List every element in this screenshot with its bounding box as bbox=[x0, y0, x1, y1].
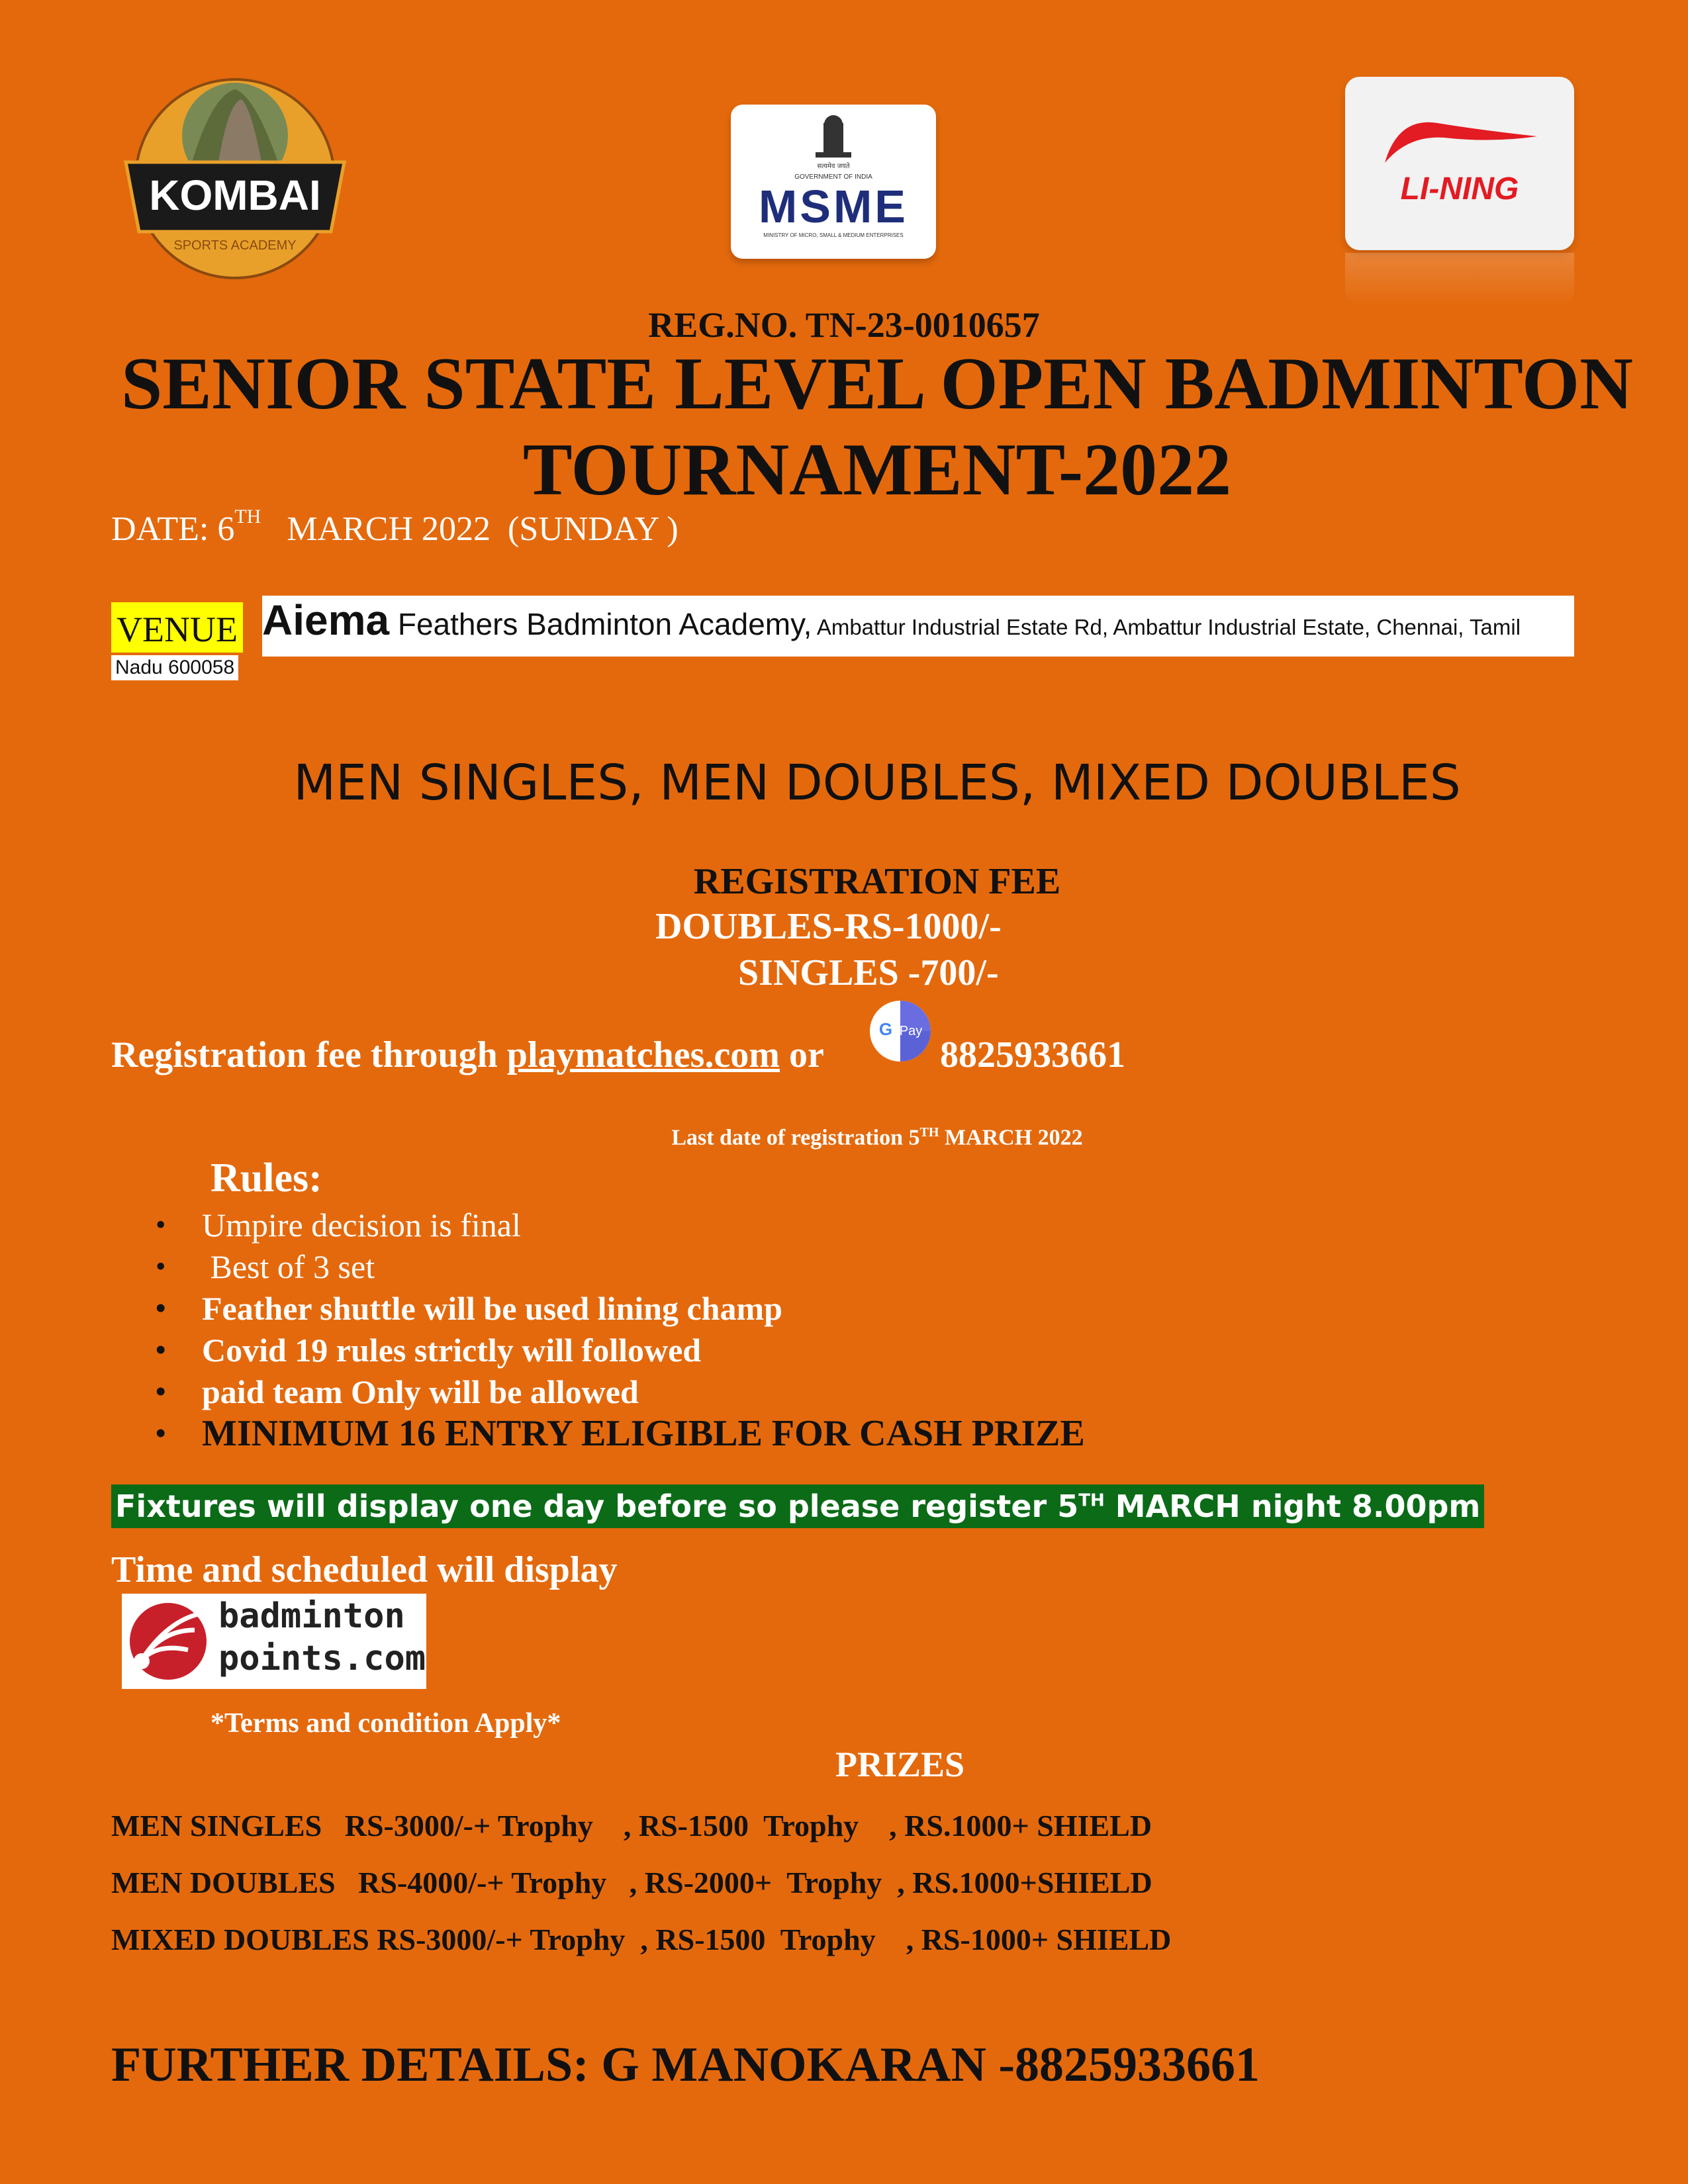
badminton-points-text: badminton bbox=[218, 1596, 405, 1636]
msme-logo bbox=[731, 105, 936, 259]
further-details: FURTHER DETAILS: G MANOKARAN -8825933661 bbox=[111, 2038, 1260, 2092]
fee-doubles: DOUBLES-RS-1000/- bbox=[655, 906, 1002, 947]
fee-singles: SINGLES -700/- bbox=[738, 952, 999, 993]
rule-item: • Best of 3 set bbox=[149, 1246, 1085, 1288]
venue-address-line2: Nadu 600058 bbox=[111, 655, 238, 680]
fixtures-notice: Fixtures will display one day before so please register 5TH MARCH night 8.00pm bbox=[111, 1484, 1484, 1528]
rules-heading: Rules: bbox=[211, 1156, 322, 1201]
terms-note: *Terms and condition Apply* bbox=[211, 1708, 561, 1739]
svg-text:G: G bbox=[878, 1019, 893, 1039]
rules-list bbox=[149, 1205, 1085, 1455]
kombai-logo-subtext: SPORTS ACADEMY bbox=[173, 238, 297, 253]
prize-row: MEN DOUBLES RS-4000/-+ Trophy , RS-2000+ Trophy , RS.1000+SHIELD bbox=[111, 1866, 1152, 1899]
lining-swoosh-icon bbox=[1385, 122, 1537, 163]
msme-logo-text: MSME bbox=[759, 181, 908, 232]
lining-logo-reflection bbox=[1345, 253, 1574, 306]
prizes-heading: PRIZES bbox=[835, 1745, 965, 1784]
venue-address: Aiema Feathers Badminton Academy, Ambattur Industrial Estate Rd, Ambattur Industrial Estate, Chennai, Tamil bbox=[262, 596, 1574, 657]
reg-number: REG.NO. TN-23-0010657 bbox=[648, 305, 1040, 345]
kombai-logo-text: KOMBAI bbox=[149, 171, 321, 219]
playmatches-link[interactable]: playmatches.com bbox=[506, 1034, 780, 1075]
ashoka-emblem-icon bbox=[816, 115, 851, 158]
badminton-points-text-line2: points.com bbox=[218, 1639, 426, 1678]
gov-of-india-text: GOVERNMENT OF INDIA bbox=[794, 173, 872, 181]
venue-label: VENUE bbox=[111, 602, 243, 653]
event-categories: MEN SINGLES, MEN DOUBLES, MIXED DOUBLES bbox=[293, 754, 1461, 811]
last-date-registration: Last date of registration 5TH MARCH 2022 bbox=[671, 1125, 1083, 1150]
svg-text:Pay: Pay bbox=[899, 1024, 923, 1038]
prize-row: MEN SINGLES RS-3000/-+ Trophy , RS-1500 Trophy , RS.1000+ SHIELD bbox=[111, 1809, 1152, 1843]
shuttlecock-icon bbox=[122, 1594, 221, 1689]
lining-logo bbox=[1345, 77, 1574, 250]
rule-item: • MINIMUM 16 ENTRY ELIGIBLE FOR CASH PRIZE bbox=[149, 1413, 1085, 1455]
page-title: SENIOR STATE LEVEL OPEN BADMINTON bbox=[120, 343, 1634, 425]
payment-line: Registration fee through playmatches.com or bbox=[111, 1034, 824, 1075]
event-date: DATE: 6TH MARCH 2022 (SUNDAY ) bbox=[111, 506, 679, 548]
payment-phone: 8825933661 bbox=[940, 1034, 1125, 1075]
rule-item: • paid team Only will be allowed bbox=[149, 1371, 1085, 1413]
rule-item: • Umpire decision is final bbox=[149, 1205, 1085, 1246]
google-pay-icon bbox=[868, 999, 932, 1063]
emblem-motto: सत्यमेव जयते bbox=[817, 163, 850, 170]
rule-item: • Feather shuttle will be used lining champ bbox=[149, 1288, 1085, 1330]
registration-fee-heading: REGISTRATION FEE bbox=[693, 861, 1061, 902]
kombai-logo bbox=[113, 69, 357, 288]
msme-ministry-text: MINISTRY OF MICRO, SMALL & MEDIUM ENTERPRISES bbox=[763, 232, 904, 238]
lining-logo-text: LI-NING bbox=[1400, 171, 1519, 206]
prize-row: MIXED DOUBLES RS-3000/-+ Trophy , RS-1500 Trophy , RS-1000+ SHIELD bbox=[111, 1923, 1172, 1956]
page-title-line2: TOURNAMENT-2022 bbox=[522, 429, 1232, 511]
schedule-line: Time and scheduled will display bbox=[111, 1549, 618, 1590]
rule-item: • Covid 19 rules strictly will followed bbox=[149, 1330, 1085, 1371]
